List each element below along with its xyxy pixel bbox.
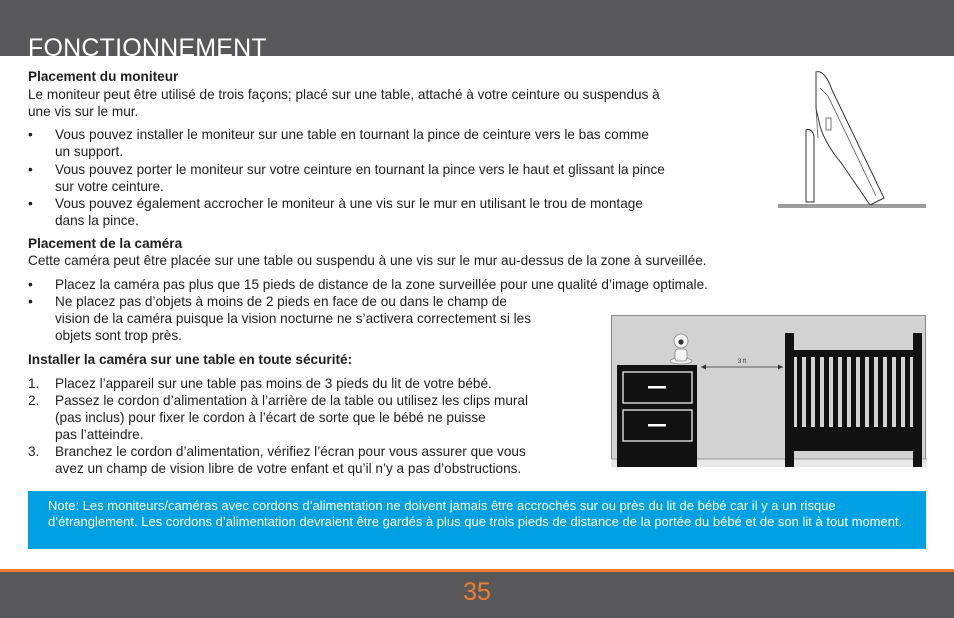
distance-label: 3 ft bbox=[737, 359, 747, 365]
page-title: FONCTIONNEMENT bbox=[28, 34, 267, 62]
install-heading: Installer la caméra sur une table en toute sécurité: bbox=[28, 352, 353, 367]
monitor-bullet-2 bbox=[28, 161, 768, 195]
step-line: Passez le cordon d’alimentation à l’arrière de la table ou utilisez les clips mural bbox=[55, 393, 528, 408]
bullet-mark: • bbox=[28, 196, 33, 211]
bullet-mark: • bbox=[28, 162, 33, 177]
nightstand bbox=[617, 365, 697, 467]
step-line: (pas inclus) pour fixer le cordon à l’écart de sorte que le bébé ne puisse bbox=[55, 410, 486, 425]
monitor-intro-line2: une vis sur le mur. bbox=[28, 104, 139, 119]
monitor-bullet-1 bbox=[28, 126, 768, 160]
bullet-mark: • bbox=[28, 127, 33, 142]
camera-intro: Cette caméra peut être placée sur une table ou suspendu à une vis sur le mur au-dessus de la zone à surveillée. bbox=[28, 253, 707, 268]
step-number: 1. bbox=[28, 376, 40, 391]
bullet-line: Vous pouvez porter le moniteur sur votre ceinture en tournant la pince vers le haut et glissant la pince bbox=[55, 162, 665, 177]
bullet-line: Vous pouvez également accrocher le moniteur à une vis sur le mur en utilisant le trou de montage bbox=[55, 196, 643, 211]
page-header bbox=[0, 0, 954, 62]
bullet-line: Vous pouvez installer le moniteur sur une table en tournant la pince de ceinture vers le bas comme bbox=[55, 127, 649, 142]
step-number: 3. bbox=[28, 444, 40, 459]
step-line: Branchez le cordon d’alimentation, vérifiez l’écran pour vous assurer que vous bbox=[55, 444, 526, 459]
step-line: pas l’atteindre. bbox=[55, 427, 144, 442]
bullet-line: Ne placez pas d’objets à moins de 2 pieds en face de ou dans le champ de bbox=[55, 294, 507, 309]
camera-bullet-2 bbox=[28, 293, 598, 344]
monitor-on-table-illustration bbox=[776, 68, 928, 210]
note-text: Note: Les moniteurs/caméras avec cordons d’alimentation ne doivent jamais être accrochés sur ou près du lit de bébé car il y a un risque d’étranglement. Les cordons d’alimentation devraient être gardés à plus que trois pieds de distance de la portée du bébé et de son lit à tout moment. bbox=[48, 498, 903, 529]
bullet-line: sur votre ceinture. bbox=[55, 179, 164, 194]
bullet-line: un support. bbox=[55, 144, 124, 159]
bullet-line: vision de la caméra puisque la vision nocturne ne s’activera correctement si les bbox=[55, 311, 532, 326]
step-line: avez un champ de vision libre de votre enfant et qu’il n’y a pas d’obstructions. bbox=[55, 461, 522, 476]
bullet-line: Placez la caméra pas plus que 15 pieds de distance de la zone surveillée pour une qualité d’image optimale. bbox=[55, 277, 708, 292]
camera-heading: Placement de la caméra bbox=[28, 236, 183, 251]
page-footer bbox=[0, 572, 954, 618]
step-line: Placez l’appareil sur une table pas moins de 3 pieds du lit de votre bébé. bbox=[55, 376, 492, 391]
install-step-1 bbox=[28, 375, 598, 392]
camera-bullet-1 bbox=[28, 276, 808, 293]
bullet-mark: • bbox=[28, 294, 33, 309]
warning-note bbox=[28, 491, 926, 549]
monitor-bullet-3 bbox=[28, 195, 768, 229]
bullet-mark: • bbox=[28, 277, 33, 292]
monitor-heading: Placement du moniteur bbox=[28, 69, 179, 84]
bullet-line: objets sont trop près. bbox=[55, 328, 182, 343]
monitor-intro-line1: Le moniteur peut être utilisé de trois façons; placé sur une table, attaché à votre ceinture ou suspendus à bbox=[28, 87, 660, 102]
page-number: 35 bbox=[463, 578, 491, 606]
install-step-3 bbox=[28, 443, 598, 477]
install-step-2 bbox=[28, 392, 598, 443]
camera-crib-illustration bbox=[611, 315, 927, 468]
step-number: 2. bbox=[28, 393, 40, 408]
bullet-line: dans la pince. bbox=[55, 213, 139, 228]
